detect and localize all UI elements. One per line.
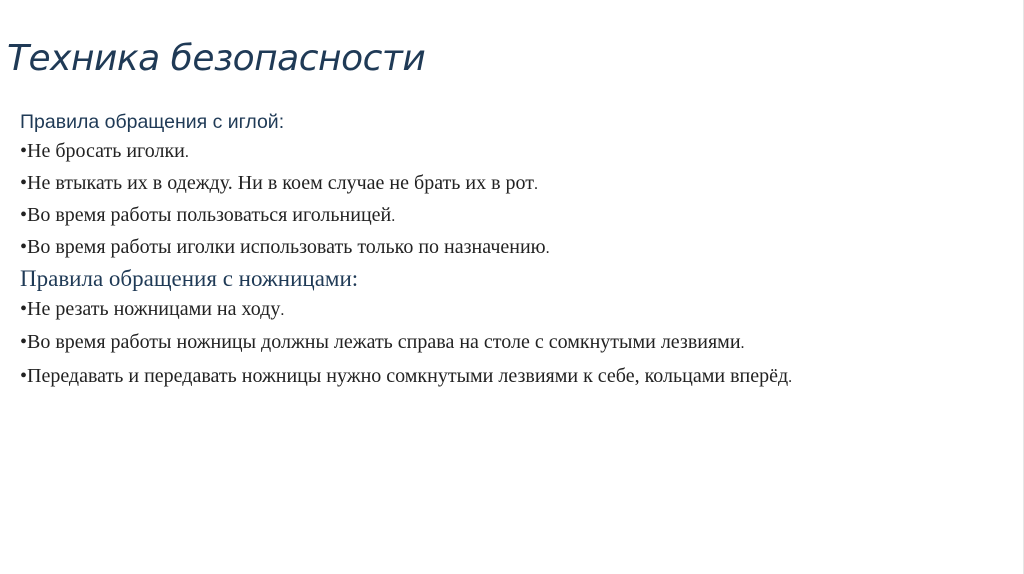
slide-title: Техника безопасности — [7, 38, 426, 79]
list-item-period: . — [280, 302, 285, 319]
list-item — [20, 294, 880, 326]
needle-rules-list — [20, 136, 880, 264]
list-item-text: •Не резать ножницами на ходу — [20, 298, 281, 320]
list-item-period: . — [740, 335, 745, 352]
list-item — [20, 136, 880, 168]
list-item — [20, 168, 880, 200]
list-item-text: •Во время работы пользоваться игольницей — [20, 204, 392, 226]
section-heading-needle — [20, 108, 880, 136]
section-heading-needle-text: Правила обращения с иглой — [20, 111, 279, 133]
slide-content — [20, 108, 880, 394]
list-item-text: •Во время работы иголки использовать только по назначению — [20, 236, 546, 258]
list-item-text: •Не втыкать их в одежду. Ни в коем случае не брать их в рот — [20, 172, 535, 194]
section-heading-scissors-colon: : — [351, 266, 359, 291]
list-item — [20, 326, 865, 360]
scissors-rules-list — [20, 294, 880, 394]
list-item-period: . — [391, 208, 396, 225]
list-item-period: . — [534, 176, 539, 193]
list-item-text: •Не бросать иголки — [20, 140, 185, 162]
list-item-period: . — [184, 144, 189, 161]
list-item-text: •Передавать и передавать ножницы нужно сомкнутыми лезвиями к себе, кольцами вперёд — [20, 365, 789, 387]
section-heading-scissors-text: Правила обращения с ножницами — [20, 266, 352, 291]
list-item — [20, 360, 865, 394]
list-item — [20, 200, 880, 232]
section-heading-needle-colon: : — [278, 111, 285, 133]
list-item-period: . — [788, 369, 793, 386]
list-item-text: •Во время работы ножницы должны лежать справа на столе с сомкнутыми лезвиями — [20, 331, 741, 353]
list-item — [20, 232, 880, 264]
list-item-period: . — [545, 240, 550, 257]
section-heading-scissors — [20, 264, 880, 294]
